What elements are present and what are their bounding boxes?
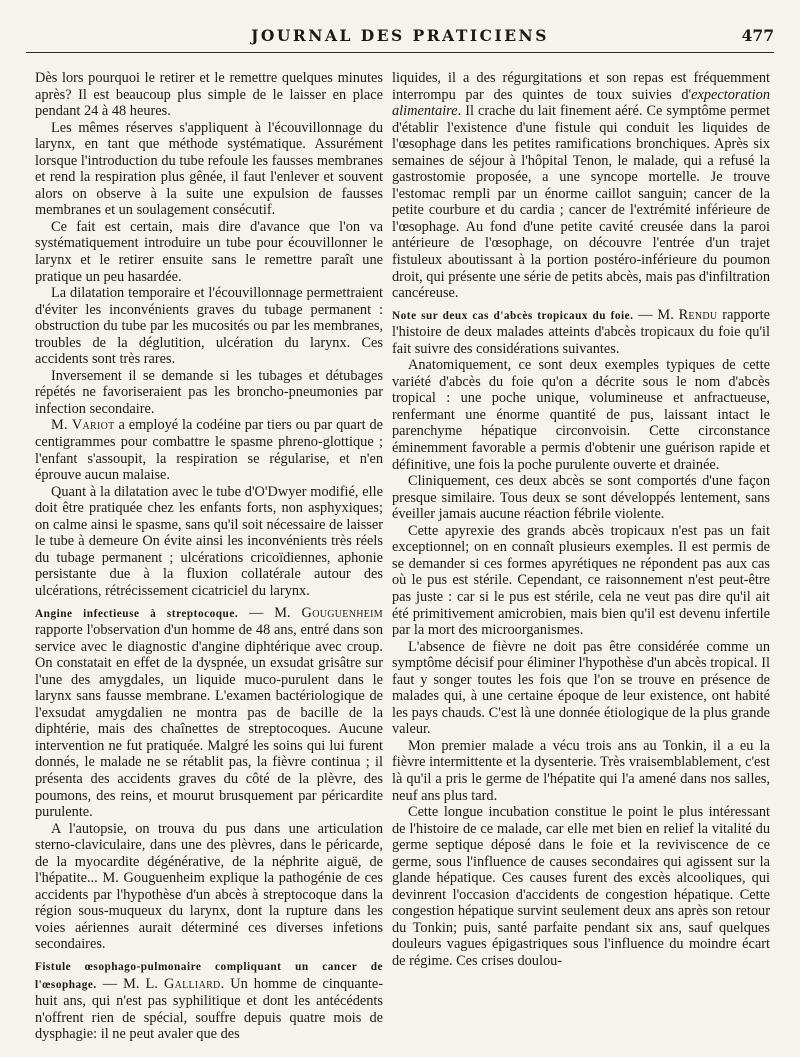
section-dash: — M. L. bbox=[96, 975, 164, 992]
section-title: Note sur deux cas d'abcès tropicaux du foie. bbox=[392, 309, 634, 322]
paragraph-text: liquides, il a des régurgitations et son repas est fréquemment interrompu par des quintes de toux suivies d' bbox=[392, 70, 770, 103]
section-title: Angine infectieuse à streptocoque. bbox=[35, 607, 239, 620]
paragraph: Anatomiquement, ce sont deux exemples typiques de cette variété d'abcès du foie qu'on a décrite sous le nom d'abcès tropical : une poche unique, volumineuse et anfractueuse, renfermant une énorme quantité de pus, laissant intact le parenchyme hépatique circonvoisin. Cette circonstance éminemment favorable a permis d'obtenir une guérison rapide et définitive, une fois la poche purulente ouverte et drainée. bbox=[392, 357, 770, 473]
paragraph-text: rapporte l'observation d'un homme de 48 ans, entré dans son service avec le diagnostic d'angine diphtérique avec croup. On constatait en effet de la dyspnée, un exsudat grisâtre sur l'une des amygdales, un liquide muco-purulent dans le larynx sans fausse membrane. L'examen bactériologique de l'exsudat amygdalien ne montra pas de bacille de la diphtérie, mais des chaînettes de streptocoques. Aucune intervention ne fut pratiquée. Malgré les soins qui lui furent donnés, le malade ne se rétablit pas, la fièvre continua ; il présenta des accidents graves du côté de la plèvre, des poumons, des reins, et mourut brusquement par péricardite purulente. bbox=[35, 622, 383, 821]
paragraph: Dès lors pourquoi le retirer et le remettre quelques minutes après? Il est beaucoup plus simple de le laisser en place pendant 24 à 48 heures. bbox=[35, 70, 383, 120]
author-name: Rendu bbox=[678, 306, 718, 323]
section-title: Fistule œsophago-pulmonaire compliquant un cancer de l'œsophage. bbox=[35, 960, 383, 991]
paragraph bbox=[392, 70, 770, 302]
paragraph: A l'autopsie, on trouva du pus dans une articulation sterno-claviculaire, dans une des plèvres, dans le péricarde, de la myocardite dégénérative, de la néphrite aiguë, de l'hépatite... M. Gouguenheim explique la pathogénie de ces accidents par l'hypothèse d'un abcès à streptocoque dans la région sous-muqueux du larynx, dont la rupture dans les voies aériennes aurait déterminé ces diverses infetions secondaires. bbox=[35, 820, 383, 953]
paragraph: Ce fait est certain, mais dire d'avance que l'on va systématiquement introduire un tube pour écouvillonner le larynx et le retirer ensuite sans le remettre paraît une pratique un peu hasardée. bbox=[35, 218, 383, 285]
paragraph: Inversement il se demande si les tubages et détubages répétés ne favoriseraient pas les broncho-pneumonies par infection secondaire. bbox=[35, 367, 383, 417]
paragraph-text: rapporte l'histoire de deux malades atteints d'abcès tropicaux du foie qu'il fait suivre des considérations suivantes. bbox=[392, 306, 770, 357]
paragraph: Cette longue incubation constitue le point le plus intéressant de l'histoire de ce malade, car elle met bien en relief la vitalité du germe septique déposé dans le foie et la reviviscence de ce germe, sous l'influence de causes secondaires qui agissent sur la glande hépatique. Ces causes furent des excès alcooliques, qui devinrent l'occasion d'accidents de congestion hépatique. Cette congestion hépatique survint seulement deux ans après son retour du Tonkin; puis, santé parfaite pendant six ans, sauf quelques douleurs vagues épigastriques sous l'influence du moindre écart de régime. Ces crises doulou- bbox=[392, 804, 770, 969]
right-column bbox=[392, 70, 770, 970]
paragraph-text: . Un homme de cinquante-huit ans, qui n'est pas syphilitique et dont les antécédents n'offrent rien de spécial, souffre depuis quatre mois de dysphagie: il ne peut avaler que des bbox=[35, 975, 384, 1043]
paragraph: L'absence de fièvre ne doit pas être considérée comme un symptôme décisif pour éliminer l'hypothèse d'un abcès tropical. Il faut y songer toutes les fois que l'on se trouve en présence de malades qui, à une certaine époque de leur existence, ont habité les pays chauds. C'est là une donnée étiologique de la plus grande valeur. bbox=[392, 638, 770, 738]
paragraph: Les mêmes réserves s'appliquent à l'écouvillonnage du larynx, en tant que méthode systématique. Assurément lorsque l'introduction du tube refoule les fausses membranes et rend la respiration plus gênée, il faut l'enlever et souvent alors on observe à la suite une expulsion de fausses membranes et un soulagement consécutif. bbox=[35, 119, 383, 219]
paragraph: Quant à la dilatation avec le tube d'O'Dwyer modifié, elle doit être pratiquée chez les enfants forts, non asphyxiques; on calme ainsi le spasme, sans qu'il soit nécessaire de laisser le tube à demeure On évite ainsi les inconvénients très réels du tubage permanent ; ulcérations cricoïdiennes, aphonie persistante due à la fluxion collatérale autour des ulcérations, rétrécissement cicatriciel du larynx. bbox=[35, 483, 383, 599]
section-dash: — M. bbox=[238, 604, 302, 621]
paragraph: Mon premier malade a vécu trois ans au Tonkin, il a eu la fièvre intermittente et la dysenterie. Très vraisemblablement, c'est là qu'il a pris le germe de l'hépatite qui l'a amené dans nos salles, neuf ans plus tard. bbox=[392, 737, 770, 804]
journal-title: JOURNAL DES PRATICIENS bbox=[251, 26, 549, 45]
paragraph-text: . Il crache du lait finement aéré. Ce symptôme permet d'établir l'existence d'une fistule qui conduit les liquides de l'œsophage dans les petites ramifications bronchiques. Après six semaines de séjour à l'hôpital Tenon, le malade, qui a refusé la gastrostomie proposée, a une syncope mortelle. Je trouve l'estomac rempli par un énorme caillot sanguin; cancer de la petite courbure et du cardia ; cancer de l'extrémité inférieure de l'œsophage. Au fond d'une petite cavité creusée dans la paroi antérieure de l'œsophage, on découvre l'entrée d'un trajet fistuleux aboutissant à la portion postéro-inférieure du poumon droit, qui présente une série de petits abcès, mais pas d'infiltration cancéreuse. bbox=[392, 103, 770, 302]
paragraph: La dilatation temporaire et l'écouvillonnage permettraient d'éviter les inconvénients graves du tubage permanent : obstruction du tube par les mucosités ou par les membranes, troubles de la déglutition, ulcération du larynx. Ces accidents sont très rares. bbox=[35, 285, 383, 368]
left-column bbox=[35, 70, 383, 1043]
author-name: Galliard bbox=[163, 975, 221, 992]
paragraph: Cette apyrexie des grands abcès tropicaux n'est pas un fait exceptionnel; on en connaît plusieurs exemples. Il est permis de se demander si ces formes apyrétiques ne répondent pas aux cas où le pus est stérile. Cependant, ce raisonnement n'est peut-être pas juste : car si le pus est stérile, cela ne veut pas dire qu'il ait été primitivement amicrobien, mais bien qu'il est devenu infertile par la mort des microorganismes. bbox=[392, 522, 770, 639]
author-name: Gouguenheim bbox=[301, 604, 383, 621]
section-abces bbox=[392, 307, 770, 358]
section-dash: — M. bbox=[633, 306, 679, 323]
italic-term: expectoration alimentaire bbox=[392, 86, 770, 120]
author-name: M. Variot bbox=[51, 417, 115, 434]
section-angine bbox=[35, 605, 383, 821]
page-header bbox=[26, 22, 774, 53]
page-number: 477 bbox=[741, 26, 774, 45]
paragraph: Cliniquement, ces deux abcès se sont comportés d'une façon presque similaire. Tous deux se sont développés lentement, sans éveiller jamais aucune réaction fébrile violente. bbox=[392, 473, 770, 523]
section-fistule bbox=[35, 958, 383, 1043]
paragraph-text: a employé la codéine par tiers ou par quart de centigrammes pour combattre le spasme phreno-glottique ; l'enfant s'assoupit, la respiration se régularise, et n'en éprouve aucun malaise. bbox=[35, 417, 383, 484]
paragraph bbox=[35, 417, 383, 483]
